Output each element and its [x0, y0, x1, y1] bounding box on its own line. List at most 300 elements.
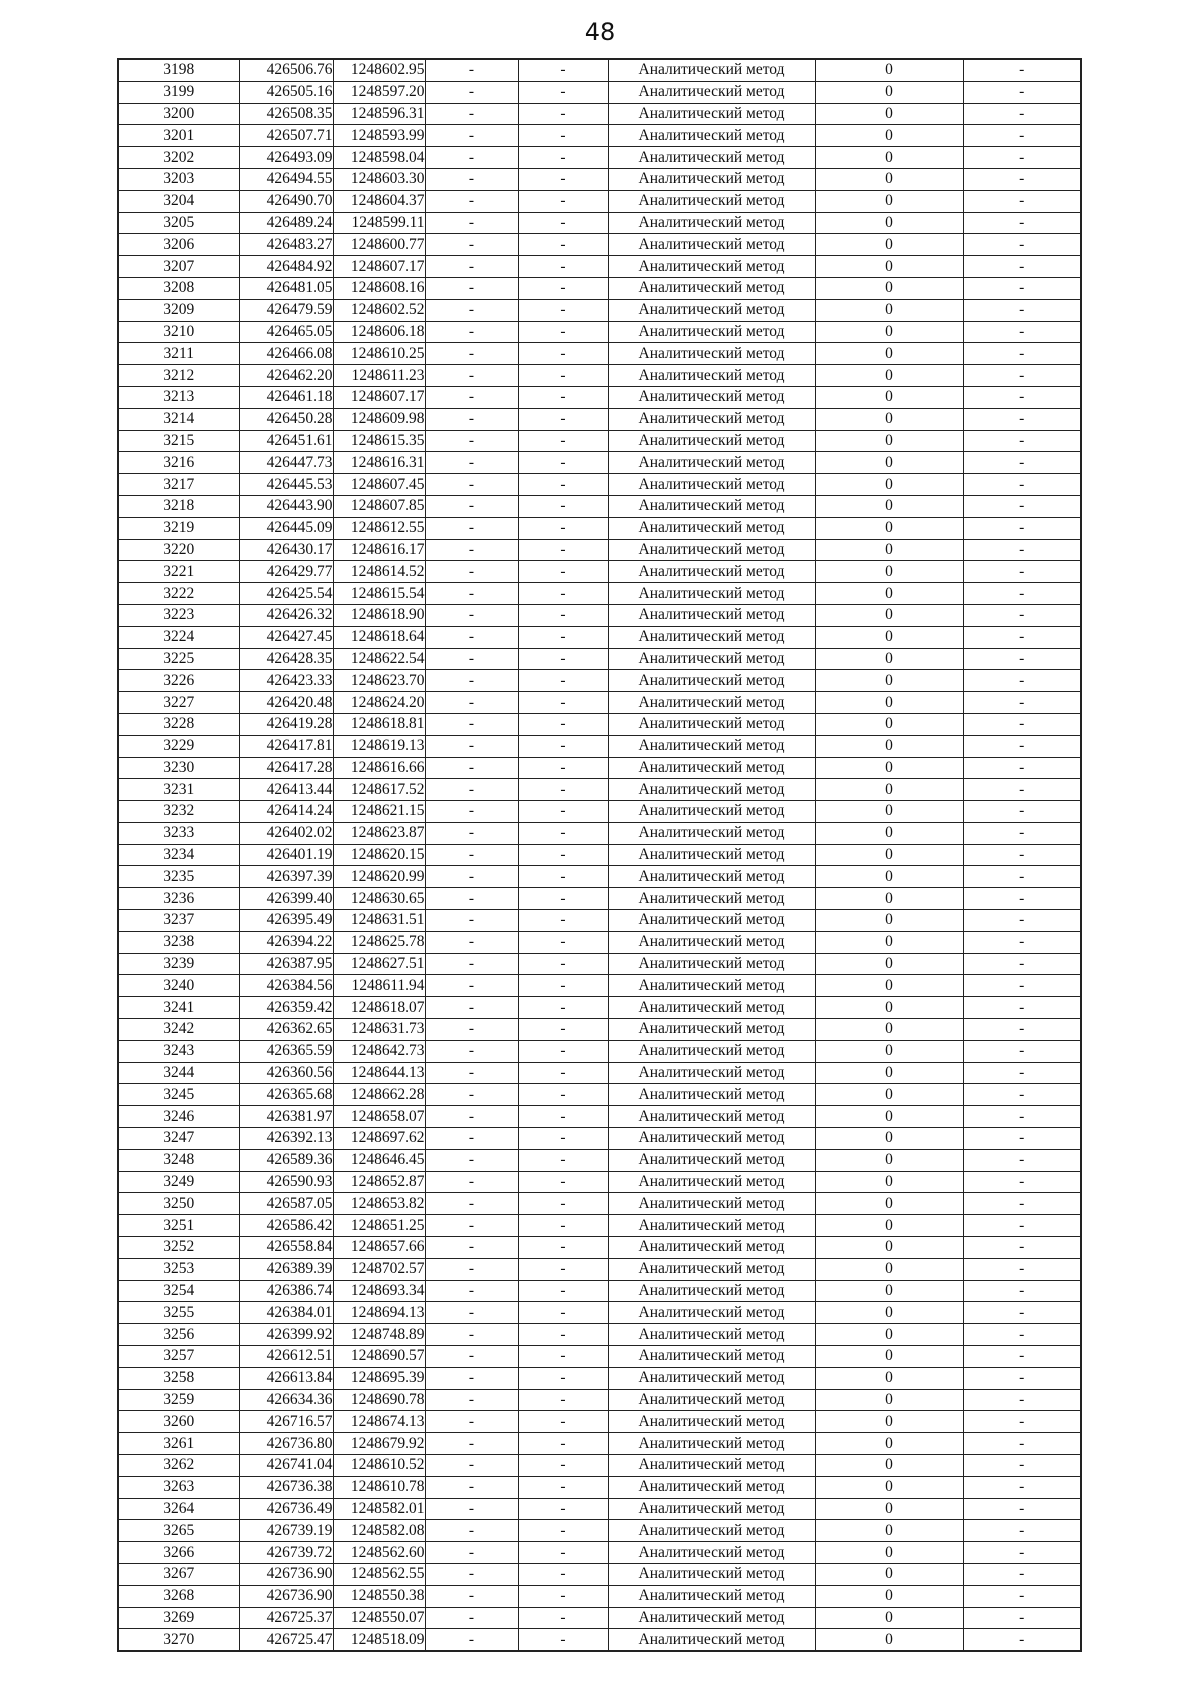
coord-x: 426462.20: [239, 365, 333, 387]
coord-x: 426461.18: [239, 386, 333, 408]
point-number: 3216: [118, 452, 239, 474]
dash-cell: -: [425, 474, 518, 496]
error-cell: 0: [815, 692, 963, 714]
table-row: [118, 975, 1081, 997]
coord-x: 426590.93: [239, 1171, 333, 1193]
dash-cell: -: [425, 670, 518, 692]
point-number: 3209: [118, 299, 239, 321]
dash-cell: -: [425, 953, 518, 975]
dash-cell: -: [518, 735, 608, 757]
table-row: [118, 735, 1081, 757]
coord-y: 1248623.87: [333, 822, 425, 844]
error-cell: 0: [815, 234, 963, 256]
point-number: 3262: [118, 1455, 239, 1477]
table-row: [118, 822, 1081, 844]
dash-cell: -: [518, 561, 608, 583]
dash-cell: -: [518, 343, 608, 365]
coord-y: 1248658.07: [333, 1106, 425, 1128]
method-cell: Аналитический метод: [608, 103, 815, 125]
coord-y: 1248621.15: [333, 801, 425, 823]
point-number: 3220: [118, 539, 239, 561]
dash-cell: -: [518, 1346, 608, 1368]
dash-cell: -: [963, 408, 1081, 430]
table-row: [118, 495, 1081, 517]
coord-x: 426425.54: [239, 583, 333, 605]
coord-x: 426365.68: [239, 1084, 333, 1106]
dash-cell: -: [963, 125, 1081, 147]
dash-cell: -: [963, 343, 1081, 365]
dash-cell: -: [518, 1084, 608, 1106]
method-cell: Аналитический метод: [608, 321, 815, 343]
method-cell: Аналитический метод: [608, 234, 815, 256]
coord-y: 1248690.78: [333, 1389, 425, 1411]
error-cell: 0: [815, 1607, 963, 1629]
method-cell: Аналитический метод: [608, 81, 815, 103]
table-row: [118, 1520, 1081, 1542]
point-number: 3268: [118, 1585, 239, 1607]
error-cell: 0: [815, 1476, 963, 1498]
coord-y: 1248598.04: [333, 147, 425, 169]
coord-y: 1248618.07: [333, 997, 425, 1019]
table-row: [118, 1389, 1081, 1411]
dash-cell: -: [963, 757, 1081, 779]
table-row: [118, 386, 1081, 408]
dash-cell: -: [963, 975, 1081, 997]
coord-y: 1248674.13: [333, 1411, 425, 1433]
dash-cell: -: [425, 1062, 518, 1084]
dash-cell: -: [963, 626, 1081, 648]
dash-cell: -: [425, 212, 518, 234]
coord-y: 1248652.87: [333, 1171, 425, 1193]
point-number: 3241: [118, 997, 239, 1019]
dash-cell: -: [963, 604, 1081, 626]
table-row: [118, 1498, 1081, 1520]
dash-cell: -: [425, 147, 518, 169]
dash-cell: -: [963, 822, 1081, 844]
method-cell: Аналитический метод: [608, 1084, 815, 1106]
dash-cell: -: [518, 168, 608, 190]
dash-cell: -: [518, 1019, 608, 1041]
point-number: 3235: [118, 866, 239, 888]
dash-cell: -: [425, 910, 518, 932]
point-number: 3225: [118, 648, 239, 670]
method-cell: Аналитический метод: [608, 1193, 815, 1215]
table-row: [118, 757, 1081, 779]
point-number: 3228: [118, 713, 239, 735]
dash-cell: -: [963, 256, 1081, 278]
point-number: 3221: [118, 561, 239, 583]
error-cell: 0: [815, 1062, 963, 1084]
coord-y: 1248653.82: [333, 1193, 425, 1215]
table-row: [118, 888, 1081, 910]
point-number: 3238: [118, 931, 239, 953]
table-row: [118, 953, 1081, 975]
dash-cell: -: [518, 626, 608, 648]
dash-cell: -: [963, 81, 1081, 103]
table-row: [118, 277, 1081, 299]
dash-cell: -: [425, 997, 518, 1019]
coordinates-table-body: [118, 59, 1081, 1651]
point-number: 3207: [118, 256, 239, 278]
coord-y: 1248694.13: [333, 1302, 425, 1324]
point-number: 3224: [118, 626, 239, 648]
error-cell: 0: [815, 1367, 963, 1389]
coord-y: 1248611.94: [333, 975, 425, 997]
dash-cell: -: [518, 931, 608, 953]
dash-cell: -: [425, 735, 518, 757]
dash-cell: -: [518, 1149, 608, 1171]
dash-cell: -: [425, 1193, 518, 1215]
coord-y: 1248550.07: [333, 1607, 425, 1629]
error-cell: 0: [815, 1455, 963, 1477]
method-cell: Аналитический метод: [608, 1498, 815, 1520]
dash-cell: -: [518, 1585, 608, 1607]
error-cell: 0: [815, 168, 963, 190]
coord-x: 426739.72: [239, 1542, 333, 1564]
point-number: 3255: [118, 1302, 239, 1324]
table-row: [118, 430, 1081, 452]
dash-cell: -: [963, 1324, 1081, 1346]
coord-y: 1248702.57: [333, 1258, 425, 1280]
table-row: [118, 997, 1081, 1019]
dash-cell: -: [963, 517, 1081, 539]
dash-cell: -: [963, 386, 1081, 408]
coord-y: 1248630.65: [333, 888, 425, 910]
table-row: [118, 1215, 1081, 1237]
dash-cell: -: [425, 1324, 518, 1346]
dash-cell: -: [518, 953, 608, 975]
dash-cell: -: [518, 975, 608, 997]
method-cell: Аналитический метод: [608, 1433, 815, 1455]
coord-x: 426359.42: [239, 997, 333, 1019]
dash-cell: -: [425, 626, 518, 648]
dash-cell: -: [963, 168, 1081, 190]
error-cell: 0: [815, 321, 963, 343]
coord-x: 426479.59: [239, 299, 333, 321]
method-cell: Аналитический метод: [608, 168, 815, 190]
point-number: 3213: [118, 386, 239, 408]
table-row: [118, 801, 1081, 823]
table-row: [118, 561, 1081, 583]
dash-cell: -: [518, 1324, 608, 1346]
method-cell: Аналитический метод: [608, 1346, 815, 1368]
point-number: 3263: [118, 1476, 239, 1498]
point-number: 3198: [118, 59, 239, 81]
dash-cell: -: [518, 474, 608, 496]
table-row: [118, 1040, 1081, 1062]
dash-cell: -: [425, 386, 518, 408]
error-cell: 0: [815, 1193, 963, 1215]
dash-cell: -: [963, 1585, 1081, 1607]
coord-y: 1248616.17: [333, 539, 425, 561]
coord-y: 1248624.20: [333, 692, 425, 714]
dash-cell: -: [963, 561, 1081, 583]
method-cell: Аналитический метод: [608, 1607, 815, 1629]
coord-x: 426426.32: [239, 604, 333, 626]
error-cell: 0: [815, 125, 963, 147]
dash-cell: -: [963, 1607, 1081, 1629]
table-row: [118, 212, 1081, 234]
method-cell: Аналитический метод: [608, 1302, 815, 1324]
coord-y: 1248518.09: [333, 1629, 425, 1651]
point-number: 3226: [118, 670, 239, 692]
coord-x: 426634.36: [239, 1389, 333, 1411]
coord-x: 426402.02: [239, 822, 333, 844]
coord-y: 1248610.25: [333, 343, 425, 365]
coord-x: 426741.04: [239, 1455, 333, 1477]
dash-cell: -: [425, 517, 518, 539]
dash-cell: -: [425, 1258, 518, 1280]
method-cell: Аналитический метод: [608, 1237, 815, 1259]
coord-x: 426401.19: [239, 844, 333, 866]
coord-x: 426508.35: [239, 103, 333, 125]
method-cell: Аналитический метод: [608, 1258, 815, 1280]
page-number: 48: [584, 18, 616, 46]
coord-y: 1248611.23: [333, 365, 425, 387]
dash-cell: -: [518, 256, 608, 278]
dash-cell: -: [518, 517, 608, 539]
coord-y: 1248620.99: [333, 866, 425, 888]
point-number: 3270: [118, 1629, 239, 1651]
coord-y: 1248604.37: [333, 190, 425, 212]
table-row: [118, 1585, 1081, 1607]
table-row: [118, 1149, 1081, 1171]
dash-cell: -: [518, 452, 608, 474]
coord-y: 1248679.92: [333, 1433, 425, 1455]
table-row: [118, 299, 1081, 321]
dash-cell: -: [425, 539, 518, 561]
method-cell: Аналитический метод: [608, 386, 815, 408]
method-cell: Аналитический метод: [608, 452, 815, 474]
dash-cell: -: [425, 299, 518, 321]
dash-cell: -: [518, 670, 608, 692]
coord-x: 426427.45: [239, 626, 333, 648]
dash-cell: -: [425, 757, 518, 779]
dash-cell: -: [425, 1585, 518, 1607]
table-row: [118, 103, 1081, 125]
coord-y: 1248622.54: [333, 648, 425, 670]
dash-cell: -: [518, 844, 608, 866]
method-cell: Аналитический метод: [608, 626, 815, 648]
point-number: 3244: [118, 1062, 239, 1084]
table-row: [118, 190, 1081, 212]
table-row: [118, 168, 1081, 190]
method-cell: Аналитический метод: [608, 125, 815, 147]
dash-cell: -: [425, 234, 518, 256]
coord-x: 426490.70: [239, 190, 333, 212]
error-cell: 0: [815, 1237, 963, 1259]
dash-cell: -: [425, 1476, 518, 1498]
point-number: 3223: [118, 604, 239, 626]
point-number: 3266: [118, 1542, 239, 1564]
method-cell: Аналитический метод: [608, 975, 815, 997]
point-number: 3240: [118, 975, 239, 997]
dash-cell: -: [963, 1498, 1081, 1520]
coord-y: 1248607.17: [333, 386, 425, 408]
error-cell: 0: [815, 997, 963, 1019]
coord-x: 426736.49: [239, 1498, 333, 1520]
coord-x: 426612.51: [239, 1346, 333, 1368]
method-cell: Аналитический метод: [608, 997, 815, 1019]
dash-cell: -: [518, 1367, 608, 1389]
table-row: [118, 713, 1081, 735]
table-row: [118, 1367, 1081, 1389]
dash-cell: -: [963, 1455, 1081, 1477]
table-row: [118, 1128, 1081, 1150]
point-number: 3208: [118, 277, 239, 299]
dash-cell: -: [518, 713, 608, 735]
dash-cell: -: [518, 147, 608, 169]
dash-cell: -: [518, 1498, 608, 1520]
dash-cell: -: [425, 1171, 518, 1193]
dash-cell: -: [963, 735, 1081, 757]
method-cell: Аналитический метод: [608, 1324, 815, 1346]
method-cell: Аналитический метод: [608, 604, 815, 626]
error-cell: 0: [815, 1520, 963, 1542]
error-cell: 0: [815, 888, 963, 910]
coord-y: 1248620.15: [333, 844, 425, 866]
dash-cell: -: [963, 1280, 1081, 1302]
coord-y: 1248644.13: [333, 1062, 425, 1084]
coord-y: 1248582.08: [333, 1520, 425, 1542]
error-cell: 0: [815, 474, 963, 496]
error-cell: 0: [815, 561, 963, 583]
dash-cell: -: [425, 779, 518, 801]
dash-cell: -: [518, 1040, 608, 1062]
dash-cell: -: [518, 1433, 608, 1455]
point-number: 3264: [118, 1498, 239, 1520]
error-cell: 0: [815, 1563, 963, 1585]
error-cell: 0: [815, 430, 963, 452]
coord-y: 1248615.35: [333, 430, 425, 452]
coord-y: 1248615.54: [333, 583, 425, 605]
dash-cell: -: [425, 1280, 518, 1302]
error-cell: 0: [815, 1084, 963, 1106]
method-cell: Аналитический метод: [608, 801, 815, 823]
point-number: 3251: [118, 1215, 239, 1237]
dash-cell: -: [963, 1302, 1081, 1324]
error-cell: 0: [815, 626, 963, 648]
coord-y: 1248596.31: [333, 103, 425, 125]
coord-y: 1248631.73: [333, 1019, 425, 1041]
table-row: [118, 1455, 1081, 1477]
coord-y: 1248623.70: [333, 670, 425, 692]
coord-y: 1248617.52: [333, 779, 425, 801]
dash-cell: -: [963, 1084, 1081, 1106]
coord-x: 426445.53: [239, 474, 333, 496]
dash-cell: -: [518, 365, 608, 387]
point-number: 3269: [118, 1607, 239, 1629]
dash-cell: -: [518, 1563, 608, 1585]
point-number: 3214: [118, 408, 239, 430]
coord-x: 426419.28: [239, 713, 333, 735]
coord-x: 426589.36: [239, 1149, 333, 1171]
method-cell: Аналитический метод: [608, 517, 815, 539]
dash-cell: -: [425, 583, 518, 605]
error-cell: 0: [815, 604, 963, 626]
dash-cell: -: [963, 277, 1081, 299]
error-cell: 0: [815, 1019, 963, 1041]
coord-y: 1248607.85: [333, 495, 425, 517]
error-cell: 0: [815, 343, 963, 365]
error-cell: 0: [815, 1433, 963, 1455]
dash-cell: -: [425, 1498, 518, 1520]
coord-y: 1248607.45: [333, 474, 425, 496]
coord-x: 426360.56: [239, 1062, 333, 1084]
dash-cell: -: [963, 1237, 1081, 1259]
dash-cell: -: [425, 1389, 518, 1411]
table-row: [118, 1019, 1081, 1041]
error-cell: 0: [815, 1411, 963, 1433]
dash-cell: -: [425, 321, 518, 343]
method-cell: Аналитический метод: [608, 277, 815, 299]
coord-x: 426494.55: [239, 168, 333, 190]
dash-cell: -: [963, 910, 1081, 932]
coord-y: 1248597.20: [333, 81, 425, 103]
dash-cell: -: [518, 190, 608, 212]
dash-cell: -: [963, 59, 1081, 81]
table-row: [118, 1258, 1081, 1280]
coord-y: 1248603.30: [333, 168, 425, 190]
error-cell: 0: [815, 1389, 963, 1411]
dash-cell: -: [963, 844, 1081, 866]
error-cell: 0: [815, 1171, 963, 1193]
method-cell: Аналитический метод: [608, 1411, 815, 1433]
dash-cell: -: [518, 1171, 608, 1193]
dash-cell: -: [425, 452, 518, 474]
dash-cell: -: [425, 713, 518, 735]
dash-cell: -: [518, 1128, 608, 1150]
error-cell: 0: [815, 452, 963, 474]
coord-x: 426506.76: [239, 59, 333, 81]
table-row: [118, 474, 1081, 496]
error-cell: 0: [815, 277, 963, 299]
error-cell: 0: [815, 386, 963, 408]
coord-y: 1248599.11: [333, 212, 425, 234]
dash-cell: -: [518, 888, 608, 910]
table-row: [118, 81, 1081, 103]
method-cell: Аналитический метод: [608, 1629, 815, 1651]
point-number: 3250: [118, 1193, 239, 1215]
dash-cell: -: [518, 212, 608, 234]
method-cell: Аналитический метод: [608, 844, 815, 866]
table-row: [118, 1302, 1081, 1324]
coord-x: 426450.28: [239, 408, 333, 430]
method-cell: Аналитический метод: [608, 59, 815, 81]
dash-cell: -: [518, 1476, 608, 1498]
method-cell: Аналитический метод: [608, 1106, 815, 1128]
error-cell: 0: [815, 539, 963, 561]
dash-cell: -: [425, 256, 518, 278]
dash-cell: -: [425, 1149, 518, 1171]
dash-cell: -: [518, 277, 608, 299]
coord-x: 426725.37: [239, 1607, 333, 1629]
method-cell: Аналитический метод: [608, 1389, 815, 1411]
method-cell: Аналитический метод: [608, 648, 815, 670]
dash-cell: -: [963, 1346, 1081, 1368]
dash-cell: -: [963, 321, 1081, 343]
table-row: [118, 626, 1081, 648]
dash-cell: -: [425, 1433, 518, 1455]
dash-cell: -: [518, 1062, 608, 1084]
method-cell: Аналитический метод: [608, 212, 815, 234]
dash-cell: -: [425, 1019, 518, 1041]
point-number: 3253: [118, 1258, 239, 1280]
point-number: 3247: [118, 1128, 239, 1150]
coord-y: 1248616.31: [333, 452, 425, 474]
table-row: [118, 1476, 1081, 1498]
coord-x: 426481.05: [239, 277, 333, 299]
